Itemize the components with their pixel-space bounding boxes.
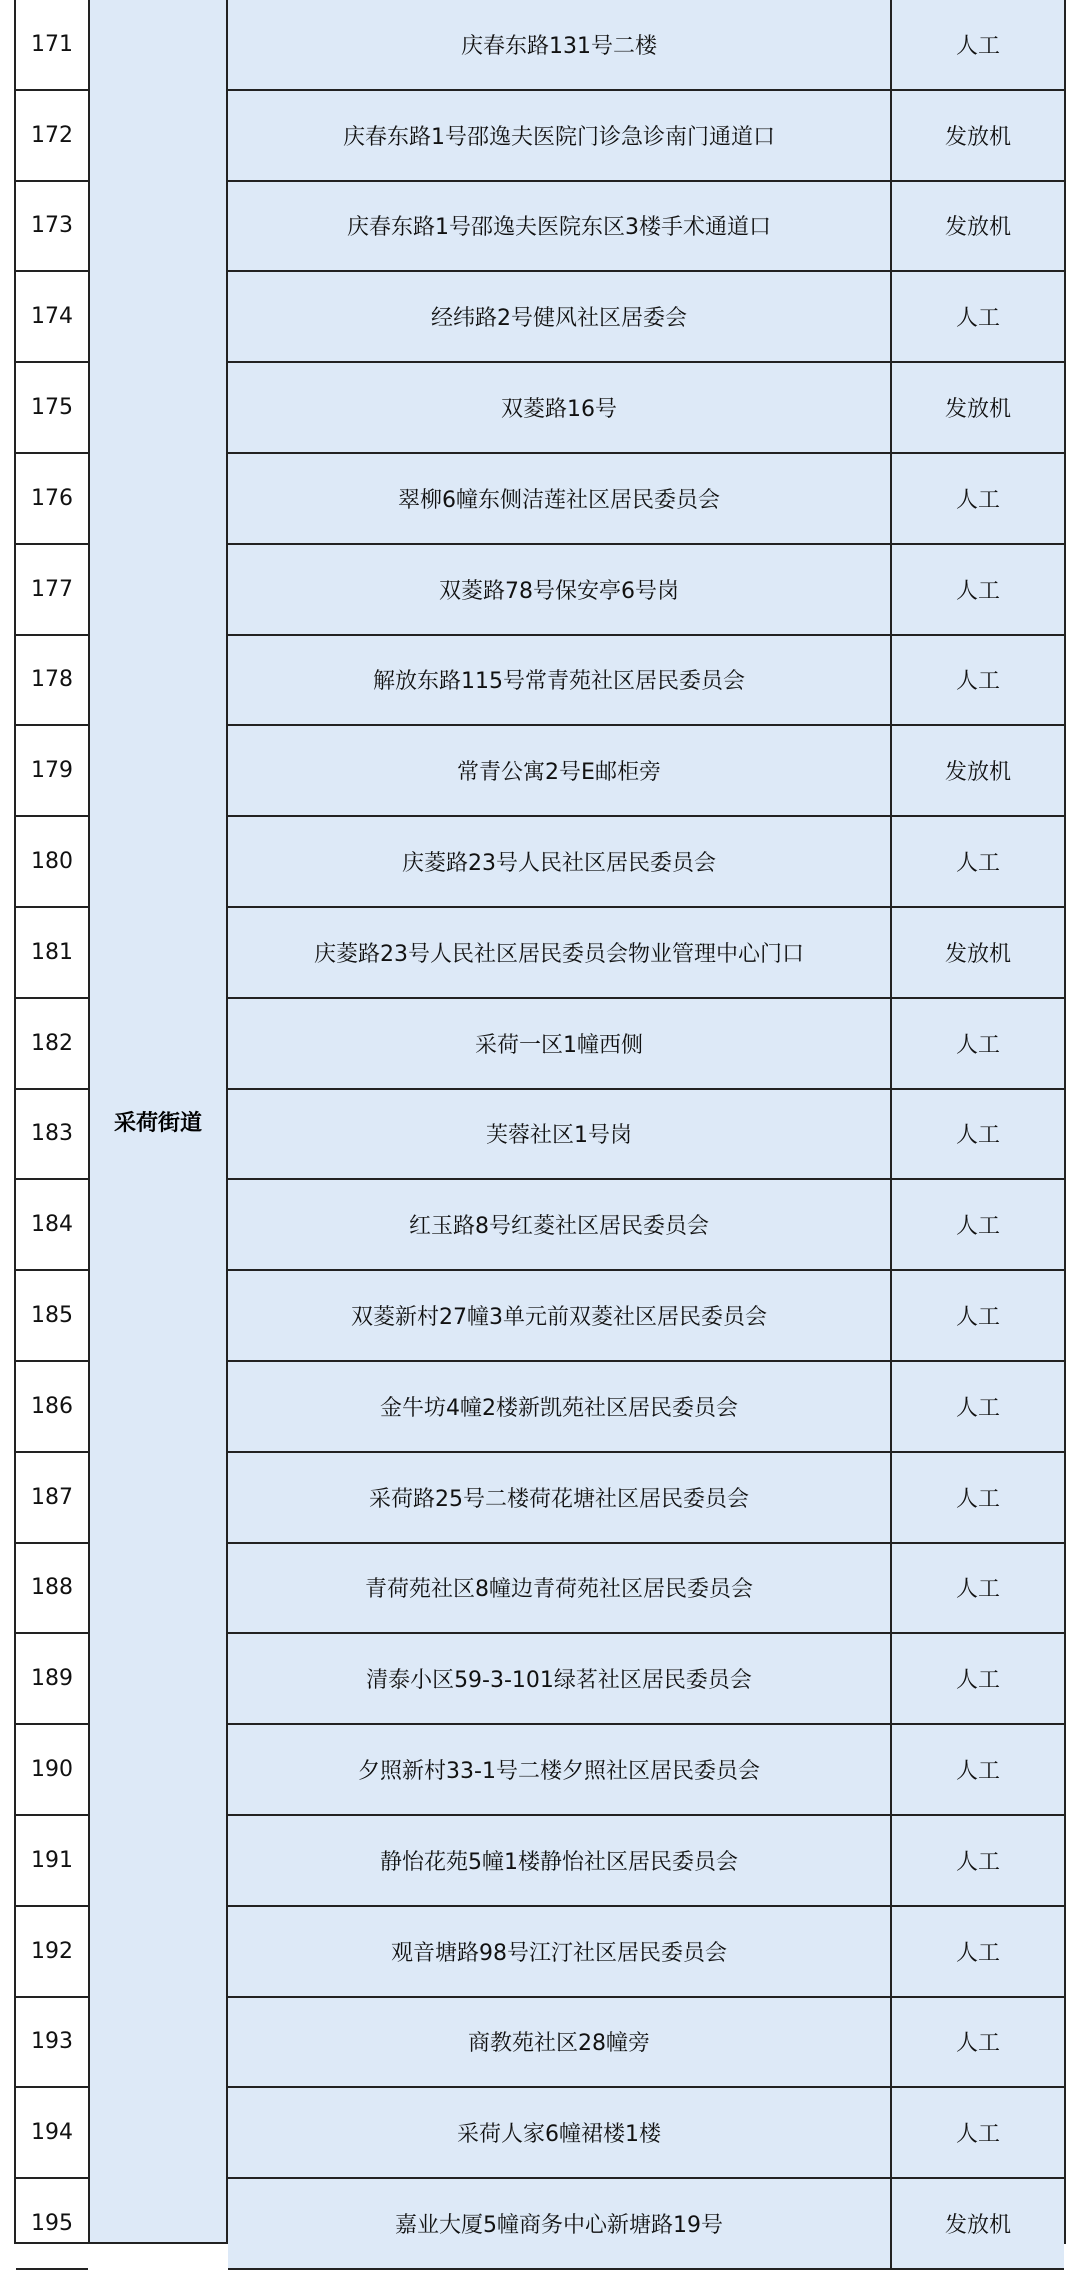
row-number: 187 xyxy=(16,1453,88,1544)
location-cell: 经纬路2号健风社区居委会 xyxy=(228,272,892,363)
location-cell: 翠柳6幢东侧洁莲社区居民委员会 xyxy=(228,454,892,545)
method-cell: 人工 xyxy=(892,1362,1064,1453)
method-cell: 人工 xyxy=(892,1998,1064,2089)
table-row xyxy=(16,1544,1064,1635)
row-number: 193 xyxy=(16,1998,88,2089)
table-row xyxy=(16,1634,1064,1725)
table-row xyxy=(16,726,1064,817)
location-cell: 庆春东路131号二楼 xyxy=(228,0,892,91)
location-cell: 芙蓉社区1号岗 xyxy=(228,1090,892,1181)
row-number: 184 xyxy=(16,1180,88,1271)
location-cell: 双菱新村27幢3单元前双菱社区居民委员会 xyxy=(228,1271,892,1362)
row-number: 190 xyxy=(16,1725,88,1816)
method-cell: 人工 xyxy=(892,817,1064,908)
location-cell: 夕照新村33-1号二楼夕照社区居民委员会 xyxy=(228,1725,892,1816)
method-cell: 人工 xyxy=(892,545,1064,636)
row-number: 177 xyxy=(16,545,88,636)
method-cell: 人工 xyxy=(892,1544,1064,1635)
row-number: 175 xyxy=(16,363,88,454)
method-cell: 人工 xyxy=(892,1816,1064,1907)
table-row xyxy=(16,636,1064,727)
row-number: 173 xyxy=(16,182,88,273)
table-row xyxy=(16,2179,1064,2270)
row-number: 192 xyxy=(16,1907,88,1998)
method-cell: 发放机 xyxy=(892,363,1064,454)
table-row xyxy=(16,91,1064,182)
method-cell: 人工 xyxy=(892,1453,1064,1544)
distribution-table xyxy=(14,0,1066,2244)
table-row xyxy=(16,1725,1064,1816)
method-cell: 人工 xyxy=(892,1180,1064,1271)
row-number: 172 xyxy=(16,91,88,182)
row-number: 178 xyxy=(16,636,88,727)
table-row xyxy=(16,1816,1064,1907)
row-number: 194 xyxy=(16,2088,88,2179)
table-row xyxy=(16,0,1064,91)
table-row xyxy=(16,817,1064,908)
street-name: 采荷街道 xyxy=(113,1110,202,1136)
table-row xyxy=(16,1998,1064,2089)
table-rows xyxy=(16,0,1064,2242)
location-cell: 庆菱路23号人民社区居民委员会 xyxy=(228,817,892,908)
location-cell: 采荷一区1幢西侧 xyxy=(228,999,892,1090)
location-cell: 嘉业大厦5幢商务中心新塘路19号 xyxy=(228,2179,892,2270)
method-cell: 人工 xyxy=(892,1725,1064,1816)
row-number: 181 xyxy=(16,908,88,999)
location-cell: 双菱路16号 xyxy=(228,363,892,454)
row-number: 186 xyxy=(16,1362,88,1453)
row-number: 180 xyxy=(16,817,88,908)
method-cell: 人工 xyxy=(892,0,1064,91)
location-cell: 红玉路8号红菱社区居民委员会 xyxy=(228,1180,892,1271)
row-number: 182 xyxy=(16,999,88,1090)
method-cell: 人工 xyxy=(892,636,1064,727)
table-row xyxy=(16,2088,1064,2179)
method-cell: 人工 xyxy=(892,1090,1064,1181)
location-cell: 庆春东路1号邵逸夫医院门诊急诊南门通道口 xyxy=(228,91,892,182)
location-cell: 商教苑社区28幢旁 xyxy=(228,1998,892,2089)
row-number: 183 xyxy=(16,1090,88,1181)
table-row xyxy=(16,999,1064,1090)
method-cell: 发放机 xyxy=(892,91,1064,182)
row-number: 191 xyxy=(16,1816,88,1907)
location-cell: 双菱路78号保安亭6号岗 xyxy=(228,545,892,636)
location-cell: 观音塘路98号江汀社区居民委员会 xyxy=(228,1907,892,1998)
method-cell: 人工 xyxy=(892,1634,1064,1725)
location-cell: 解放东路115号常青苑社区居民委员会 xyxy=(228,636,892,727)
method-cell: 人工 xyxy=(892,2088,1064,2179)
row-number: 195 xyxy=(16,2179,88,2270)
method-cell: 发放机 xyxy=(892,2179,1064,2270)
table-row xyxy=(16,182,1064,273)
method-cell: 人工 xyxy=(892,454,1064,545)
row-number: 176 xyxy=(16,454,88,545)
table-row xyxy=(16,1180,1064,1271)
method-cell: 发放机 xyxy=(892,182,1064,273)
method-cell: 人工 xyxy=(892,999,1064,1090)
row-number: 179 xyxy=(16,726,88,817)
table-row xyxy=(16,1090,1064,1181)
location-cell: 金牛坊4幢2楼新凯苑社区居民委员会 xyxy=(228,1362,892,1453)
table-row xyxy=(16,1362,1064,1453)
location-cell: 采荷人家6幢裙楼1楼 xyxy=(228,2088,892,2179)
method-cell: 发放机 xyxy=(892,908,1064,999)
method-cell: 人工 xyxy=(892,1907,1064,1998)
location-cell: 庆春东路1号邵逸夫医院东区3楼手术通道口 xyxy=(228,182,892,273)
table-row xyxy=(16,1271,1064,1362)
table-row xyxy=(16,1907,1064,1998)
row-number: 188 xyxy=(16,1544,88,1635)
method-cell: 人工 xyxy=(892,1271,1064,1362)
row-number: 171 xyxy=(16,0,88,91)
table-row xyxy=(16,454,1064,545)
row-number: 189 xyxy=(16,1634,88,1725)
location-cell: 庆菱路23号人民社区居民委员会物业管理中心门口 xyxy=(228,908,892,999)
method-cell: 发放机 xyxy=(892,726,1064,817)
location-cell: 采荷路25号二楼荷花塘社区居民委员会 xyxy=(228,1453,892,1544)
row-number: 185 xyxy=(16,1271,88,1362)
location-cell: 清泰小区59-3-101绿茗社区居民委员会 xyxy=(228,1634,892,1725)
method-cell: 人工 xyxy=(892,272,1064,363)
table-row xyxy=(16,272,1064,363)
table-row xyxy=(16,545,1064,636)
table-row xyxy=(16,908,1064,999)
table-row xyxy=(16,363,1064,454)
location-cell: 青荷苑社区8幢边青荷苑社区居民委员会 xyxy=(228,1544,892,1635)
row-number: 174 xyxy=(16,272,88,363)
table-row xyxy=(16,1453,1064,1544)
location-cell: 常青公寓2号E邮柜旁 xyxy=(228,726,892,817)
location-cell: 静怡花苑5幢1楼静怡社区居民委员会 xyxy=(228,1816,892,1907)
